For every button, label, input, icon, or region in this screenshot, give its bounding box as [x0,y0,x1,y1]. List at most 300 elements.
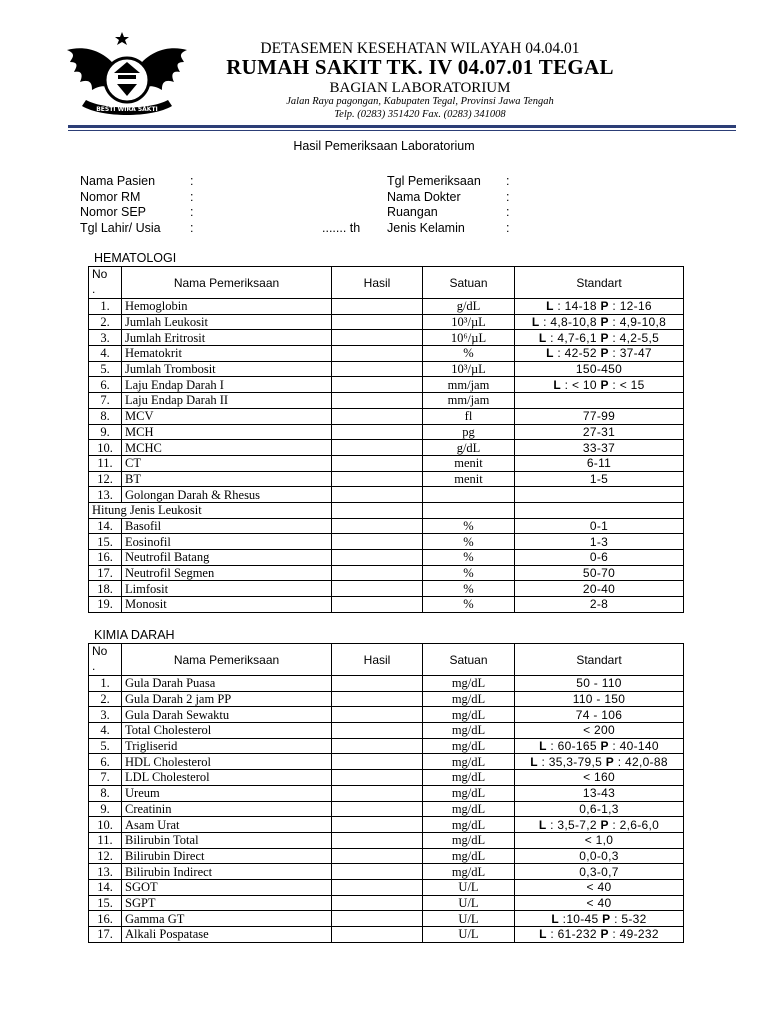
range-text: 0,0-0,3 [579,848,619,863]
standard-range [515,927,684,943]
row-number: 4. [89,723,122,739]
row-number: 4. [89,346,122,362]
patient-label: Tgl Lahir/ Usia [80,220,161,235]
unit-cell: pg [423,424,515,440]
patient-colon: : [506,189,510,204]
unit-cell: U/L [423,927,515,943]
hospital-emblem-logo [62,28,192,126]
range-text: 50-70 [582,566,616,581]
unit-cell: g/dL [423,440,515,456]
unit-cell [423,487,515,503]
unit-cell: 10³/µL [423,314,515,330]
row-number: 7. [89,393,122,409]
standard-range [515,754,684,770]
standard-range [515,691,684,707]
section-title-hematologi: HEMATOLOGI [94,251,177,265]
range-text: : 42,0-88 [614,754,668,769]
unit-cell: mg/dL [423,864,515,880]
standard-range [515,723,684,739]
standard-range [515,393,684,409]
header-no: No . [89,267,122,299]
row-number: 5. [89,738,122,754]
unit-cell: mg/dL [423,676,515,692]
header-name: Nama Pemeriksaan [122,644,332,676]
table-row [89,502,684,518]
range-text: 150-450 [575,362,623,377]
unit-cell: mg/dL [423,707,515,723]
patient-colon: : [190,174,194,188]
result-cell[interactable] [332,801,423,817]
range-text: : 4,9-10,8 [608,315,667,330]
test-name: Neutrofil Batang [122,550,332,566]
standard-range [515,707,684,723]
unit-cell: menit [423,471,515,487]
test-name: Basofil [122,518,332,534]
range-text: : 2,6-6,0 [608,817,660,832]
header-unit: Satuan [423,267,515,299]
range-text: : 3,5-7,2 [546,817,601,832]
table-row [89,676,684,692]
patient-label: Nama Pasien [80,174,156,188]
unit-cell: % [423,597,515,613]
unit-cell: mg/dL [423,770,515,786]
table-row [89,801,684,817]
test-name: Bilirubin Total [122,832,332,848]
unit-cell: mm/jam [423,393,515,409]
header-divider-thick [68,125,736,128]
row-number: 6. [89,754,122,770]
header-standard: Standart [515,644,684,676]
standard-range [515,832,684,848]
table-row [89,299,684,315]
range-text: 50 - 110 [576,676,622,691]
unit-cell: % [423,518,515,534]
table-row [89,440,684,456]
patient-colon: : [506,220,510,235]
table-row [89,895,684,911]
row-number: 7. [89,770,122,786]
row-number: 15. [89,895,122,911]
standard-range [515,550,684,566]
table-row [89,471,684,487]
sex-label: P [600,817,609,832]
test-name: CT [122,455,332,471]
standard-range [515,848,684,864]
document-title: Hasil Pemeriksaan Laboratorium [293,139,475,153]
standard-range [515,377,684,393]
patient-colon: : [190,220,194,235]
table-row [89,707,684,723]
table-row [89,518,684,534]
test-name: SGPT [122,895,332,911]
range-text: : 4,7-6,1 [546,330,601,345]
result-cell[interactable] [332,440,423,456]
range-text: : 5-32 [610,911,647,926]
table-row [89,346,684,362]
header-result: Hasil [332,644,423,676]
patient-label: Nomor SEP [80,205,146,219]
unit-cell: menit [423,455,515,471]
row-number: 6. [89,377,122,393]
table-row [89,581,684,597]
table-row [89,330,684,346]
result-cell[interactable] [332,565,423,581]
range-text: 1-5 [589,471,609,486]
test-name: Creatinin [122,801,332,817]
standard-range [515,565,684,581]
range-text: : 61-232 [546,927,601,942]
sex-label: P [600,346,609,361]
unit-cell: mg/dL [423,738,515,754]
result-cell[interactable] [332,330,423,346]
result-cell[interactable] [332,927,423,943]
result-cell[interactable] [332,581,423,597]
group-label: Hitung Jenis Leukosit [89,502,332,518]
table-row [89,361,684,377]
result-cell[interactable] [332,832,423,848]
range-text: 13-43 [582,786,616,801]
header-department: BAGIAN LABORATORIUM [329,80,511,96]
result-cell[interactable] [332,424,423,440]
row-number: 1. [89,676,122,692]
standard-range [515,864,684,880]
test-name: Bilirubin Direct [122,848,332,864]
header-result: Hasil [332,267,423,299]
range-text: 0,3-0,7 [579,864,619,879]
result-cell[interactable] [332,738,423,754]
row-number: 17. [89,927,122,943]
patient-colon: : [506,205,510,219]
range-text: : 37-47 [608,346,652,361]
test-name: Laju Endap Darah II [122,393,332,409]
table-row [89,393,684,409]
unit-cell: mg/dL [423,832,515,848]
test-name: HDL Cholesterol [122,754,332,770]
unit-cell: U/L [423,879,515,895]
unit-cell: % [423,346,515,362]
standard-range [515,785,684,801]
unit-cell: mg/dL [423,754,515,770]
empty-cell [423,502,515,518]
result-cell[interactable] [332,676,423,692]
test-name: Eosinofil [122,534,332,550]
row-number: 9. [89,424,122,440]
standard-range [515,440,684,456]
header-unit: Satuan [423,644,515,676]
patient-label: Tgl Pemeriksaan [387,174,481,188]
test-name: Bilirubin Indirect [122,864,332,880]
standard-range [515,424,684,440]
table-row [89,424,684,440]
header-name: Nama Pemeriksaan [122,267,332,299]
range-text: 33-37 [582,440,616,455]
section-title-kimia-darah: KIMIA DARAH [94,628,175,642]
test-name: SGOT [122,879,332,895]
standard-range [515,455,684,471]
test-name: Neutrofil Segmen [122,565,332,581]
standard-range [515,895,684,911]
standard-range [515,361,684,377]
test-name: Golongan Darah & Rhesus [122,487,332,503]
row-number: 19. [89,597,122,613]
range-text: 1-3 [589,534,609,549]
unit-cell: mg/dL [423,691,515,707]
range-text: : 4,8-10,8 [539,315,601,330]
test-name: Hemoglobin [122,299,332,315]
result-cell[interactable] [332,455,423,471]
range-text: :10-45 [559,911,603,926]
result-cell[interactable] [332,534,423,550]
test-name: LDL Cholesterol [122,770,332,786]
standard-range [515,770,684,786]
empty-cell [332,502,423,518]
table-row [89,879,684,895]
patient-label: Ruangan [387,205,438,219]
empty-cell [515,502,684,518]
standard-range [515,346,684,362]
standard-range [515,801,684,817]
standard-range [515,534,684,550]
patient-value-field[interactable]: ....... th [322,220,361,235]
range-text: 6-11 [586,456,612,471]
unit-cell: mg/dL [423,801,515,817]
standard-range [515,738,684,754]
test-name: Laju Endap Darah I [122,377,332,393]
test-name: Limfosit [122,581,332,597]
range-text: 2-8 [589,597,609,612]
table-row [89,691,684,707]
test-name: Monosit [122,597,332,613]
range-text: : 40-140 [608,739,659,754]
range-text: 0-1 [589,518,609,533]
sex-label: P [602,911,611,926]
test-name: Gamma GT [122,911,332,927]
row-number: 2. [89,314,122,330]
result-cell[interactable] [332,361,423,377]
table-row [89,314,684,330]
range-text: 0-6 [589,550,609,565]
range-text: : 49-232 [608,927,659,942]
patient-colon: : [506,174,510,188]
test-name: Total Cholesterol [122,723,332,739]
range-text: : 60-165 [546,739,601,754]
unit-cell: 10⁶/µL [423,330,515,346]
row-number: 1. [89,299,122,315]
row-number: 16. [89,911,122,927]
sex-label: P [600,377,609,392]
standard-range [515,330,684,346]
row-number: 2. [89,691,122,707]
standard-range [515,817,684,833]
patient-colon: : [190,205,194,219]
test-name: Asam Urat [122,817,332,833]
table-row [89,377,684,393]
result-cell[interactable] [332,911,423,927]
unit-cell: mg/dL [423,817,515,833]
standard-range [515,299,684,315]
unit-cell: mg/dL [423,785,515,801]
test-name: Jumlah Eritrosit [122,330,332,346]
result-cell[interactable] [332,346,423,362]
result-cell[interactable] [332,723,423,739]
unit-cell: g/dL [423,299,515,315]
table-row [89,754,684,770]
range-text: : < 10 [561,377,601,392]
patient-colon: : [190,189,194,204]
unit-cell: mg/dL [423,848,515,864]
result-cell[interactable] [332,895,423,911]
test-name: Ureum [122,785,332,801]
row-number: 10. [89,440,122,456]
row-number: 12. [89,848,122,864]
result-cell[interactable] [332,299,423,315]
row-number: 11. [89,455,122,471]
result-cell[interactable] [332,707,423,723]
range-text: 27-31 [582,424,616,439]
range-text: : 35,3-79,5 [537,754,606,769]
test-name: Hematokrit [122,346,332,362]
result-cell[interactable] [332,314,423,330]
result-cell[interactable] [332,377,423,393]
test-name: BT [122,471,332,487]
test-name: MCV [122,408,332,424]
test-name: Gula Darah Sewaktu [122,707,332,723]
patient-label: Nama Dokter [387,189,461,204]
test-name: Jumlah Trombosit [122,361,332,377]
result-cell[interactable] [332,487,423,503]
sex-label: P [600,330,609,345]
header-phone: Telp. (0283) 351420 Fax. (0283) 341008 [334,109,506,120]
row-number: 13. [89,864,122,880]
range-text: : < 15 [608,377,645,392]
row-number: 18. [89,581,122,597]
unit-cell: mm/jam [423,377,515,393]
result-cell[interactable] [332,754,423,770]
sex-label: L [539,927,547,942]
table-row [89,738,684,754]
range-text: < 160 [583,770,615,785]
result-cell[interactable] [332,408,423,424]
result-cell[interactable] [332,597,423,613]
range-text: : 4,2-5,5 [608,330,660,345]
table-row [89,817,684,833]
row-number: 13. [89,487,122,503]
range-text: 20-40 [582,581,616,596]
row-number: 14. [89,518,122,534]
range-text: 74 - 106 [575,707,623,722]
sex-label: P [600,315,609,330]
row-number: 17. [89,565,122,581]
logo-motto-text: BESTI WIRA SAKTI [96,106,158,113]
row-number: 16. [89,550,122,566]
sex-label: L [530,754,538,769]
standard-range [515,676,684,692]
table-row [89,723,684,739]
result-cell[interactable] [332,848,423,864]
unit-cell: % [423,534,515,550]
range-text: 77-99 [582,409,616,424]
table-row [89,848,684,864]
result-cell[interactable] [332,518,423,534]
table-row [89,487,684,503]
result-cell[interactable] [332,785,423,801]
result-cell[interactable] [332,864,423,880]
result-cell[interactable] [332,471,423,487]
standard-range [515,518,684,534]
test-name: Trigliserid [122,738,332,754]
test-name: Jumlah Leukosit [122,314,332,330]
range-text: 110 - 150 [572,692,626,707]
table-row [89,832,684,848]
row-number: 12. [89,471,122,487]
range-text: : 42-52 [553,346,601,361]
header-line-detasemen: DETASEMEN KESEHATAN WILAYAH 04.04.01 [260,40,580,57]
header-address: Jalan Raya pagongan, Kabupaten Tegal, Provinsi Jawa Tengah [286,96,554,107]
row-number: 5. [89,361,122,377]
header-standard: Standart [515,267,684,299]
unit-cell: mg/dL [423,723,515,739]
header-no: No . [89,644,122,676]
standard-range [515,487,684,503]
range-text: < 40 [586,895,612,910]
patient-label: Nomor RM [80,189,141,204]
range-text: 0,6-1,3 [579,801,619,816]
header-hospital-name: RUMAH SAKIT TK. IV 04.07.01 TEGAL [226,55,614,79]
kimia-darah-table [88,643,684,943]
test-name: Alkali Pospatase [122,927,332,943]
result-cell[interactable] [332,817,423,833]
result-cell[interactable] [332,770,423,786]
row-number: 11. [89,832,122,848]
test-name: Gula Darah 2 jam PP [122,691,332,707]
standard-range [515,911,684,927]
row-number: 3. [89,707,122,723]
sex-label: P [605,754,615,769]
unit-cell: % [423,565,515,581]
range-text: < 200 [583,723,615,738]
table-row [89,864,684,880]
range-text: : 12-16 [608,299,652,314]
sex-label: L [546,346,554,361]
test-name: Gula Darah Puasa [122,676,332,692]
result-cell[interactable] [332,393,423,409]
table-row [89,911,684,927]
row-number: 8. [89,785,122,801]
standard-range [515,879,684,895]
table-row [89,770,684,786]
test-name: MCH [122,424,332,440]
result-cell[interactable] [332,879,423,895]
sex-label: L [553,377,562,392]
result-cell[interactable] [332,550,423,566]
star-icon [115,32,129,45]
row-number: 3. [89,330,122,346]
sex-label: L [538,330,547,345]
sex-label: P [600,739,609,754]
row-number: 15. [89,534,122,550]
result-cell[interactable] [332,691,423,707]
header-divider-thin [68,130,736,131]
table-row [89,597,684,613]
row-number: 14. [89,879,122,895]
range-text: : 14-18 [553,299,601,314]
table-row [89,534,684,550]
sex-label: P [600,299,609,314]
row-number: 9. [89,801,122,817]
table-row [89,455,684,471]
sex-label: L [531,315,540,330]
standard-range [515,408,684,424]
